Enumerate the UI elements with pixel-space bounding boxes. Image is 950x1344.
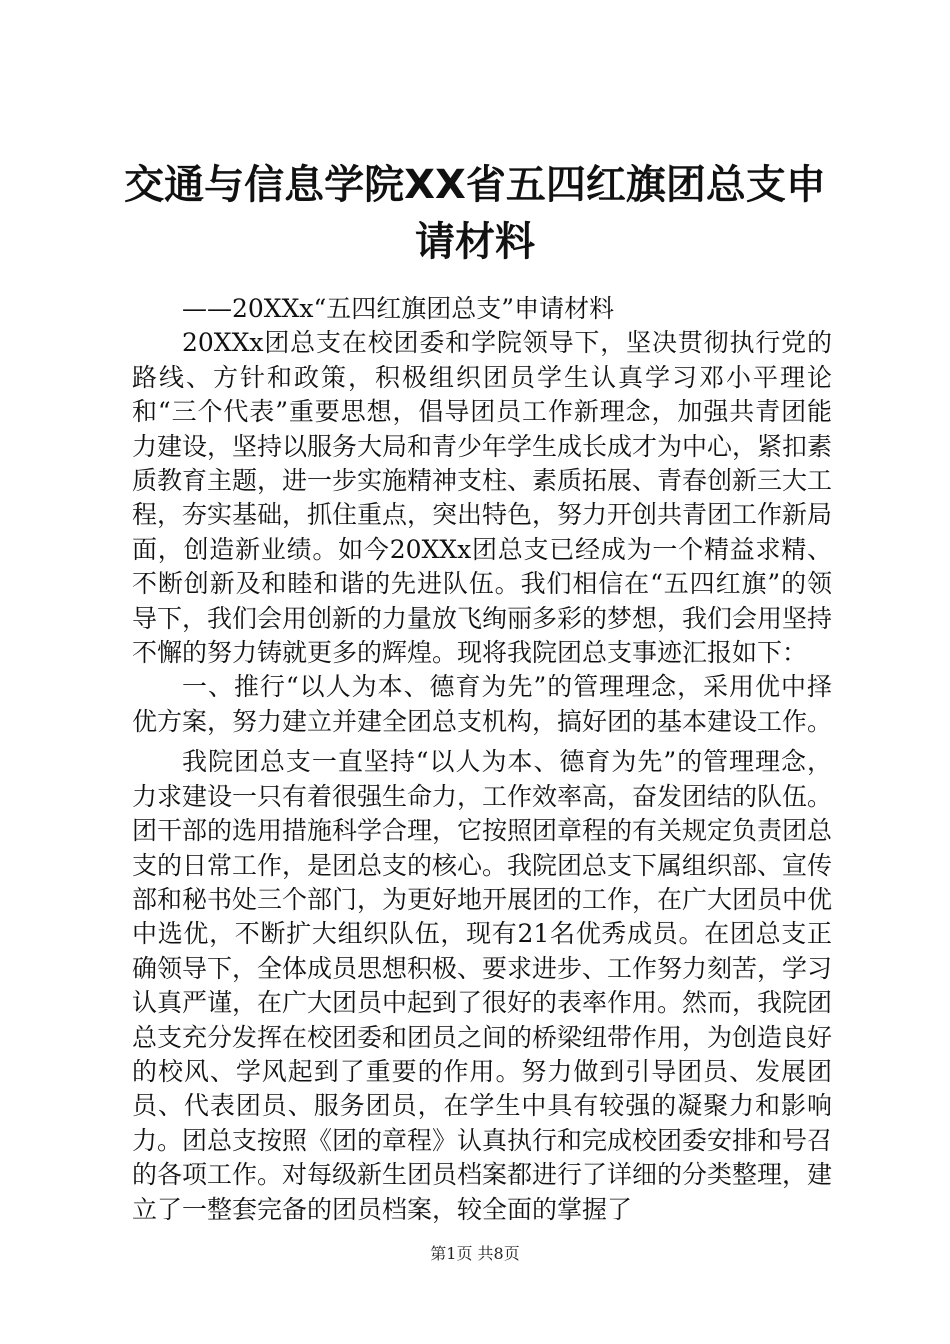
page-number-footer: 第1页 共8页 bbox=[430, 1244, 520, 1263]
document-title: 交通与信息学院XX省五四红旗团总支申请材料 bbox=[124, 162, 826, 265]
paragraph-intro: 20XXx团总支在校团委和学院领导下，坚决贯彻执行党的路线、方针和政策，积极组织团员学生认真学习邓小平理论和“三个代表”重要思想，倡导团员工作新理念，加强共青团能力建设，坚持以服务大局和青少年学生成长成才为中心，紧扣素质教育主题，进一步实施精神支柱、素质拓展、青春创新三大工程，夯实基础，抓住重点，突出特色，努力开创共青团工作新局面，创造新业绩。如今20XXx团总支已经成为一个精益求精、不断创新及和睦和谐的先进队伍。我们相信在“五四红旗”的领导下，我们会用创新的力量放飞绚丽多彩的梦想，我们会用坚持不懈的努力铸就更多的辉煌。现将我院团总支事迹汇报如下： bbox=[132, 328, 833, 668]
paragraph-section-heading: 一、推行“以人为本、德育为先”的管理理念，采用优中择优方案，努力建立并建全团总支机构，搞好团的基本建设工作。 bbox=[132, 672, 833, 736]
document-body bbox=[132, 292, 832, 1227]
subtitle-line: ——20XXx“五四红旗团总支”申请材料 bbox=[182, 294, 615, 323]
paragraph-body: 我院团总支一直坚持“以人为本、德育为先”的管理理念，力求建设一只有着很强生命力，工作效率高，奋发团结的队伍。团干部的选用措施科学合理，它按照团章程的有关规定负责团总支的日常工作，是团总支的核心。我院团总支下属组织部、宣传部和秘书处三个部门，为更好地开展团的工作，在广大团员中优中选优，不断扩大组织队伍，现有21名优秀成员。在团总支正确领导下，全体成员思想积极、要求进步、工作努力刻苦，学习认真严谨，在广大团员中起到了很好的表率作用。然而，我院团总支充分发挥在校团委和团员之间的桥梁纽带作用，为创造良好的校风、学风起到了重要的作用。努力做到引导团员、发展团员、代表团员、服务团员，在学生中具有较强的凝聚力和影响力。团总支按照《团的章程》认真执行和完成校团委安排和号召的各项工作。对每级新生团员档案都进行了详细的分类整理，建立了一整套完备的团员档案，较全面的掌握了 bbox=[132, 747, 833, 1224]
